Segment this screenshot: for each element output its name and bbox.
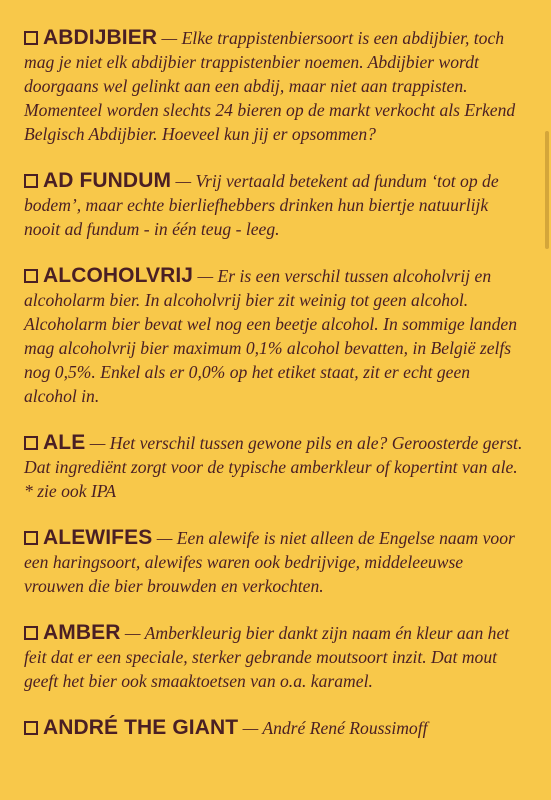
checkbox-icon[interactable] xyxy=(24,31,38,45)
checkbox-icon[interactable] xyxy=(24,531,38,545)
term-separator: — xyxy=(197,266,214,286)
glossary-definition: Elke trappistenbiersoort is een abdijbier, toch mag je niet elk abdijbier trappistenbier noemen. Abdijbier wordt doorgaans wel gelinkt aan een abdij, maar niet aan trappisten. Momenteel worden slechts 24 bieren op de markt verkocht als Erkend Belgisch Abdijbier. Hoeveel kun jij er opsommen? xyxy=(24,28,516,144)
glossary-definition: Amberkleurig bier dankt zijn naam én kleur aan het feit dat er een speciale, sterker gebrande moutsoort inzit. Dat mout geeft het bier ook smaaktoetsen van o.a. karamel. xyxy=(24,623,510,691)
glossary-definition: Vrij vertaald betekent ad fundum ‘tot op de bodem’, maar echte bierliefhebbers drinken hun biertje natuurlijk nooit ad fundum - in één teug - leeg. xyxy=(24,171,499,239)
glossary-term: AMBER xyxy=(43,621,121,644)
glossary-definition: André René Roussimoff xyxy=(262,718,428,738)
checkbox-icon[interactable] xyxy=(24,269,38,283)
glossary-entry-alewifes xyxy=(24,526,524,598)
term-separator: — xyxy=(89,433,106,453)
term-separator: — xyxy=(156,528,173,548)
checkbox-icon[interactable] xyxy=(24,626,38,640)
glossary-entry-ad-fundum xyxy=(24,169,524,241)
glossary-definition: Een alewife is niet alleen de Engelse naam voor een haringsoort, alewifes waren ook bedrijvige, middeleeuwse vrouwen die bier brouwden en verkochten. xyxy=(24,528,515,596)
glossary-definition: Het verschil tussen gewone pils en ale? Geroosterde gerst. Dat ingrediënt zorgt voor de typische amberkleur of kopertint van ale. * zie ook IPA xyxy=(24,433,523,501)
glossary-entry-ale xyxy=(24,431,524,503)
glossary-definition: Er is een verschil tussen alcoholvrij en alcoholarm bier. In alcoholvrij bier zit weinig tot geen alcohol. Alcoholarm bier bevat wel nog een beetje alcohol. In sommige landen mag alcoholvrij bier maximum 0,1% alcohol bevatten, in België zelfs nog 0,5%. Enkel als er 0,0% op het etiket staat, zit er echt geen alcohol in. xyxy=(24,266,517,406)
term-separator: — xyxy=(175,171,192,191)
checkbox-icon[interactable] xyxy=(24,721,38,735)
term-separator: — xyxy=(242,718,259,738)
glossary-term: ALE xyxy=(43,431,86,454)
term-separator: — xyxy=(161,28,178,48)
glossary-term: ALEWIFES xyxy=(43,526,153,549)
glossary-entry-amber xyxy=(24,621,524,693)
glossary-term: ABDIJBIER xyxy=(43,26,158,49)
glossary-term: AD FUNDUM xyxy=(43,169,172,192)
glossary-term: ALCOHOLVRIJ xyxy=(43,264,194,287)
scrollbar-thumb[interactable] xyxy=(545,131,549,249)
glossary-list xyxy=(24,26,524,763)
glossary-entry-andre-the-giant xyxy=(24,716,524,740)
checkbox-icon[interactable] xyxy=(24,174,38,188)
glossary-entry-abdijbier xyxy=(24,26,524,146)
glossary-entry-alcoholvrij xyxy=(24,264,524,408)
glossary-term: ANDRÉ THE GIANT xyxy=(43,716,239,739)
checkbox-icon[interactable] xyxy=(24,436,38,450)
term-separator: — xyxy=(124,623,141,643)
